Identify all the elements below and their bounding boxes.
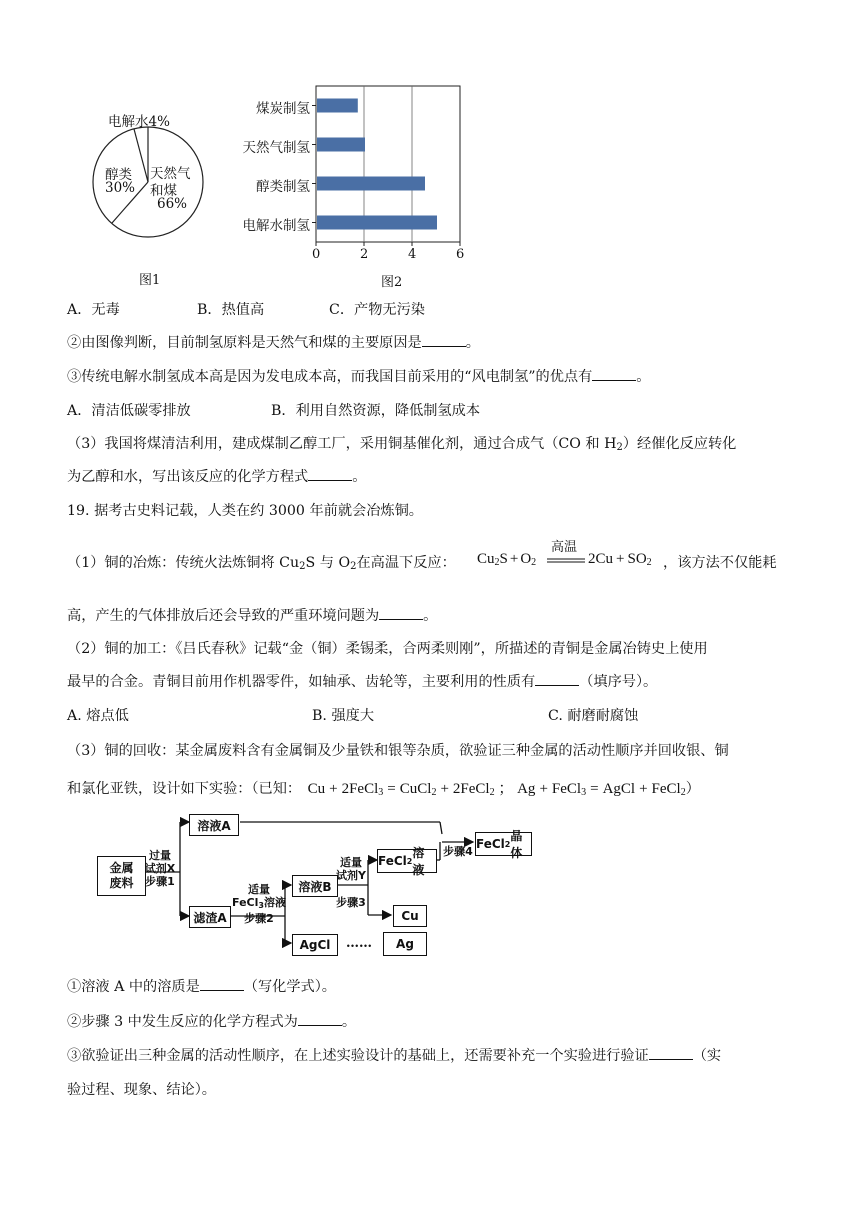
flow-step3-l1: 适量 [340, 856, 362, 869]
flow-step2-reagent: FeCl [232, 896, 259, 909]
pie-label-gas-line2: 和煤 [150, 183, 177, 199]
q18-options-3 [67, 400, 481, 420]
q19-p1-end: ，该方法不仅能耗 [663, 555, 777, 571]
q19-p1-mid2: 在高温下反应： [356, 555, 456, 571]
q18-part3-line1-end: ）经催化反应转化 [622, 436, 737, 452]
answer-blank[interactable] [308, 468, 352, 481]
q19-p1-mid1: S 与 O [305, 555, 351, 571]
pie-label-alcohol-name: 醇类 [105, 167, 132, 183]
q19-opt-b: B. 强度大 [312, 708, 375, 724]
q19-sub3-text: ③欲验证出三种金属的活动性顺序，在上述实验设计的基础上，还需要补充一个实验进行验证 [67, 1048, 649, 1064]
q19-equation-left: $Cu_2S + O_2$ [477, 551, 537, 568]
bar-1 [317, 138, 365, 152]
q18-opt3-b: B．利用自然资源，降低制氢成本 [271, 403, 481, 419]
q18-sub2 [67, 332, 480, 352]
q18-part3-line1-text: （3）我国将煤清洁利用，建成煤制乙醇工厂，采用铜基催化剂，通过合成气（CO 和 H [67, 436, 617, 452]
answer-blank[interactable] [379, 607, 423, 620]
flow-dots: …… [346, 936, 372, 951]
flow-step2-l2: FeCl$_3$溶液 [232, 896, 286, 910]
flow-fecl2-crystal: FeCl 2 晶体 [475, 832, 532, 856]
q19-opt-a: A. 熔点低 [67, 708, 129, 724]
q18-options-1 [67, 299, 425, 319]
flow-step1-l2: 试剂X [144, 862, 176, 875]
answer-blank[interactable] [200, 978, 244, 991]
q19-part3-line1: （3）铜的回收：某金属废料含有金属铜及少量铁和银等杂质，欲验证三种金属的活动性顺序并回收银、铜 [67, 743, 729, 759]
bar-tick-label: 2 [360, 247, 369, 262]
q19-equation-equals [547, 558, 585, 564]
q19-sub1-end: （写化学式）。 [243, 979, 336, 995]
q18-part3-line2 [67, 466, 366, 486]
q19-equation-condition: 高温 [551, 540, 578, 555]
q19-part2-line2 [67, 671, 657, 691]
q19-p1-line2-end: 。 [423, 608, 438, 624]
q19-part1-line1 [67, 552, 456, 572]
q18-part3-line2-text: 为乙醇和水，写出该反应的化学方程式 [67, 469, 309, 485]
flow-step3-label [332, 856, 370, 909]
q18-sub2-end: 。 [465, 335, 480, 351]
bar-tick-label: 4 [408, 247, 417, 262]
q18-option-c: C．产物无污染 [329, 302, 425, 318]
q19-title: 19. 据考古史料记载，人类在约 3000 年前就会冶炼铜。 [67, 503, 423, 519]
flow-step1-label [137, 849, 183, 888]
q18-sub3 [67, 366, 650, 386]
q19-p1-start: （1）铜的冶炼：传统火法炼铜将 Cu [67, 555, 300, 571]
q18-option-b: B．热值高 [197, 302, 265, 318]
answer-blank[interactable] [298, 1013, 342, 1026]
flow-solution-b: 溶液B [292, 875, 338, 897]
flow-metal-waste-l1: 金属 [109, 861, 134, 875]
q19-p3-line2-text: 和氯化亚铁，设计如下实验：（已知： [67, 781, 302, 797]
flow-fecl2-solution-formula: FeCl [378, 854, 407, 868]
pie-label-alcohol-pct: 30% [105, 180, 136, 196]
q19-part2-line1: （2）铜的加工：《吕氏春秋》记载“金（铜）柔锡柔，合两柔则刚”，所描述的青铜是金属冶铸史上使用 [67, 641, 708, 657]
q19-sub1 [67, 976, 336, 996]
q19-sub2-end: 。 [341, 1014, 357, 1030]
q18-part3-line2-end: 。 [352, 469, 367, 485]
flow-step1-l1: 过量 [149, 849, 171, 862]
pie-divider-right [134, 129, 148, 182]
flow-metal-waste-l2: 废料 [109, 876, 134, 890]
q19-part3-line2 [67, 777, 700, 798]
flow-fecl2-crystal-formula: FeCl [476, 837, 505, 851]
flow-step2-solution-word: 溶液 [263, 896, 286, 909]
pie-label-gas-pct: 66% [157, 196, 188, 212]
pie-label-gas-line1: 天然气 [150, 166, 191, 182]
q19-known-equations: Cu + 2FeCl$_3$ = CuCl$_2$ + 2FeCl$_2$ ； Ag + FeCl$_3$ = AgCl + FeCl$_2$ [307, 781, 686, 798]
q19-sub3-end: （实 [692, 1048, 722, 1064]
answer-blank[interactable] [592, 368, 636, 381]
q19-p2-line2-text: 最早的合金。青铜目前用作机器零件，如轴承、齿轮等，主要利用的性质有 [67, 674, 536, 690]
bar-caption: 图2 [381, 275, 403, 290]
q19-part2-options [67, 705, 639, 725]
q18-sub3-end: 。 [636, 369, 651, 385]
q19-p3-line2-end: ） [685, 781, 700, 797]
bar-tick-label: 0 [312, 247, 321, 262]
q18-part3-line1 [67, 433, 736, 453]
flow-fecl2-solution-word: 溶液 [412, 846, 425, 877]
flow-step3-l3: 步骤3 [336, 896, 366, 909]
answer-blank[interactable] [649, 1047, 693, 1060]
q19-sub3-line1 [67, 1045, 721, 1065]
q19-sub1-text: ①溶液 A 中的溶质是 [67, 979, 200, 995]
flow-fecl2-solution: FeCl 2 溶液 [377, 849, 437, 873]
flow-cu: Cu [393, 905, 427, 927]
flow-step3-l2: 试剂Y [336, 869, 366, 882]
bar-3 [317, 216, 437, 230]
bar-0 [317, 99, 358, 113]
flow-step4-label: 步骤4 [443, 845, 473, 858]
bar-chart [316, 86, 462, 242]
pie-caption: 图1 [139, 273, 161, 288]
q19-part1-line2 [67, 605, 437, 625]
q19-sub2 [67, 1011, 356, 1031]
q19-opt-c: C. 耐磨耐腐蚀 [548, 708, 639, 724]
flow-step2-l3: 步骤2 [244, 912, 274, 925]
q19-sub2-text: ②步骤 3 中发生反应的化学方程式为 [67, 1014, 298, 1030]
flow-solution-a: 溶液A [189, 814, 239, 836]
flow-step2-label [228, 883, 290, 925]
bar-category-label: 电解水制氢 [242, 217, 310, 234]
q18-option-a: A．无毒 [67, 302, 120, 318]
bar-2 [317, 177, 425, 191]
sub-2: 2 [299, 561, 306, 572]
q18-part3-sub: 2 [616, 442, 623, 453]
flow-agcl: AgCl [292, 934, 338, 956]
answer-blank[interactable] [535, 673, 579, 686]
q19-equation-right: $2Cu + SO_2$ [588, 551, 652, 568]
q18-sub3-text: ③传统电解水制氢成本高是因为发电成本高，而我国目前采用的“风电制氢”的优点有 [67, 369, 593, 385]
bar-category-label: 煤炭制氢 [256, 100, 310, 117]
pie-label-electrolysis: 电解水4% [108, 114, 170, 130]
flow-step2-l1: 适量 [248, 883, 270, 896]
q18-sub2-text: ②由图像判断，目前制氢原料是天然气和煤的主要原因是 [67, 335, 422, 351]
bar-category-label: 醇类制氢 [256, 178, 310, 195]
flow-step1-l3: 步骤1 [145, 875, 175, 888]
q19-sub3-line2: 验过程、现象、结论）。 [67, 1082, 216, 1098]
q18-opt3-a: A．清洁低碳零排放 [67, 403, 191, 419]
flow-residue-a: 滤渣A [189, 906, 231, 928]
sub-2: 2 [350, 561, 357, 572]
bar-category-label: 天然气制氢 [242, 139, 310, 156]
bar-tick-label: 6 [456, 247, 465, 262]
flow-ag: Ag [383, 932, 427, 956]
answer-blank[interactable] [422, 334, 466, 347]
flow-fecl2-crystal-word: 晶体 [510, 829, 523, 860]
q19-p2-line2-end: （填序号）。 [579, 674, 658, 690]
q19-p1-line2-text: 高，产生的气体排放后还会导致的严重环境问题为 [67, 608, 380, 624]
